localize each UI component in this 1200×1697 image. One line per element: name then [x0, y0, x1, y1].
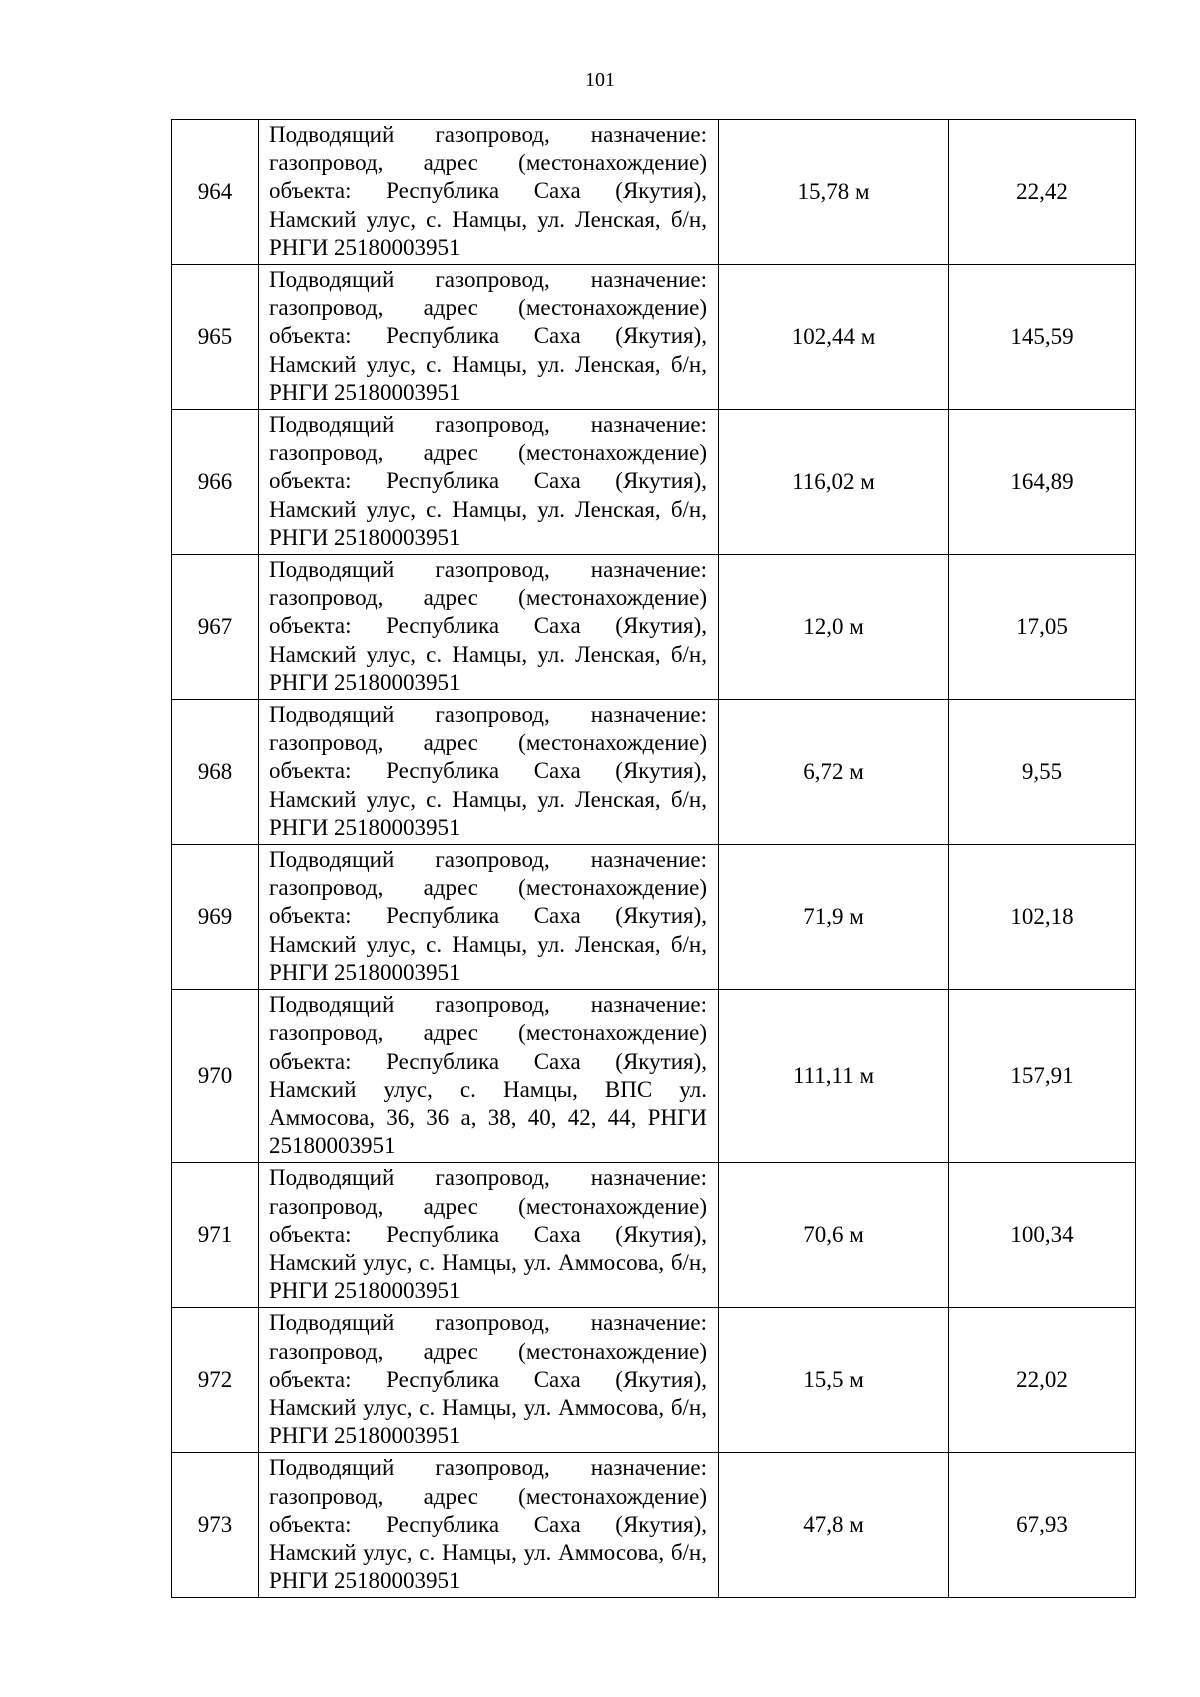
object-description: Подводящий газопровод, назначение: газопровод, адрес (местонахождение) объекта: Республика Саха (Якутия), Намский улус, с. Намцы, ул. Ленская, б/н, РНГИ 25180003951 — [259, 845, 719, 990]
table-row — [172, 1453, 1136, 1598]
table-row — [172, 990, 1136, 1163]
object-length: 12,0 м — [719, 555, 949, 700]
object-description: Подводящий газопровод, назначение: газопровод, адрес (местонахождение) объекта: Республика Саха (Якутия), Намский улус, с. Намцы, ул. Ленская, б/н, РНГИ 25180003951 — [259, 410, 719, 555]
property-table — [171, 119, 1136, 1598]
table-row — [172, 120, 1136, 265]
table-row — [172, 1308, 1136, 1453]
row-number: 967 — [172, 555, 259, 700]
row-number: 972 — [172, 1308, 259, 1453]
table-row — [172, 410, 1136, 555]
object-length: 116,02 м — [719, 410, 949, 555]
object-description: Подводящий газопровод, назначение: газопровод, адрес (местонахождение) объекта: Республика Саха (Якутия), Намский улус, с. Намцы, ул. Ленская, б/н, РНГИ 25180003951 — [259, 120, 719, 265]
object-description: Подводящий газопровод, назначение: газопровод, адрес (местонахождение) объекта: Республика Саха (Якутия), Намский улус, с. Намцы, ул. Аммосова, б/н, РНГИ 25180003951 — [259, 1308, 719, 1453]
object-description: Подводящий газопровод, назначение: газопровод, адрес (местонахождение) объекта: Республика Саха (Якутия), Намский улус, с. Намцы, ул. Ленская, б/н, РНГИ 25180003951 — [259, 700, 719, 845]
object-value: 9,55 — [949, 700, 1136, 845]
object-value: 100,34 — [949, 1163, 1136, 1308]
row-number: 973 — [172, 1453, 259, 1598]
object-value: 102,18 — [949, 845, 1136, 990]
row-number: 966 — [172, 410, 259, 555]
object-value: 22,02 — [949, 1308, 1136, 1453]
object-length: 15,5 м — [719, 1308, 949, 1453]
object-length: 70,6 м — [719, 1163, 949, 1308]
row-number: 964 — [172, 120, 259, 265]
row-number: 968 — [172, 700, 259, 845]
object-description: Подводящий газопровод, назначение: газопровод, адрес (местонахождение) объекта: Республика Саха (Якутия), Намский улус, с. Намцы, ВПС ул. Аммосова, 36, 36 а, 38, 40, 42, 44, РНГИ 25180003951 — [259, 990, 719, 1163]
table-row — [172, 265, 1136, 410]
object-description: Подводящий газопровод, назначение: газопровод, адрес (местонахождение) объекта: Республика Саха (Якутия), Намский улус, с. Намцы, ул. Ленская, б/н, РНГИ 25180003951 — [259, 555, 719, 700]
object-value: 157,91 — [949, 990, 1136, 1163]
table-row — [172, 845, 1136, 990]
object-length: 15,78 м — [719, 120, 949, 265]
row-number: 965 — [172, 265, 259, 410]
row-number: 970 — [172, 990, 259, 1163]
object-length: 71,9 м — [719, 845, 949, 990]
page-number: 101 — [585, 69, 615, 91]
row-number: 969 — [172, 845, 259, 990]
table-row — [172, 1163, 1136, 1308]
object-description: Подводящий газопровод, назначение: газопровод, адрес (местонахождение) объекта: Республика Саха (Якутия), Намский улус, с. Намцы, ул. Аммосова, б/н, РНГИ 25180003951 — [259, 1163, 719, 1308]
object-description: Подводящий газопровод, назначение: газопровод, адрес (местонахождение) объекта: Республика Саха (Якутия), Намский улус, с. Намцы, ул. Ленская, б/н, РНГИ 25180003951 — [259, 265, 719, 410]
object-length: 47,8 м — [719, 1453, 949, 1598]
object-value: 22,42 — [949, 120, 1136, 265]
object-length: 111,11 м — [719, 990, 949, 1163]
row-number: 971 — [172, 1163, 259, 1308]
object-value: 67,93 — [949, 1453, 1136, 1598]
object-description: Подводящий газопровод, назначение: газопровод, адрес (местонахождение) объекта: Республика Саха (Якутия), Намский улус, с. Намцы, ул. Аммосова, б/н, РНГИ 25180003951 — [259, 1453, 719, 1598]
object-value: 17,05 — [949, 555, 1136, 700]
object-value: 164,89 — [949, 410, 1136, 555]
table-row — [172, 555, 1136, 700]
table-row — [172, 700, 1136, 845]
object-value: 145,59 — [949, 265, 1136, 410]
object-length: 6,72 м — [719, 700, 949, 845]
object-length: 102,44 м — [719, 265, 949, 410]
